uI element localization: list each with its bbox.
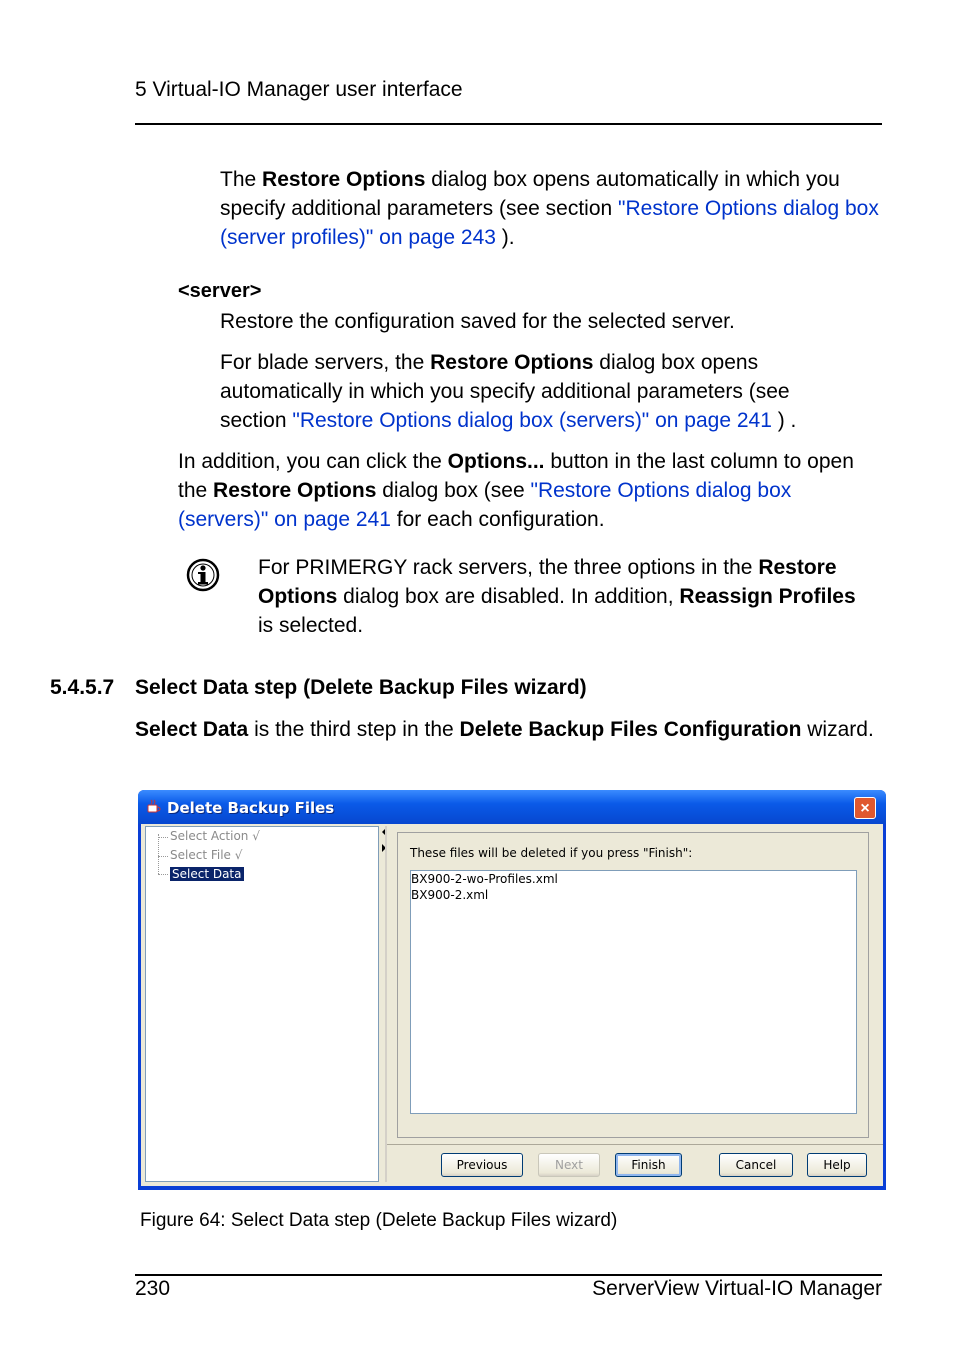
server-paragraph [220,348,860,435]
dialog-client-area [141,824,883,1186]
panel-label: These files will be deleted if you press "Finish": [410,846,693,860]
text: dialog box (see [376,479,531,502]
list-item[interactable]: BX900-2.xml [411,888,489,902]
tree-connector [158,874,168,875]
cross-reference-link[interactable]: "Restore Options dialog box (servers)" on page 241 [178,479,792,531]
close-button[interactable]: × [854,797,876,819]
text: dialog box opens automatically in which you specify additional parameters (see section [220,351,790,432]
tree-connector [158,834,159,874]
text: In addition, you can click the [178,450,448,473]
text: is selected. [258,614,364,637]
definition-term: <server> [178,280,262,302]
next-button[interactable]: Next [538,1153,600,1177]
data-panel [397,832,869,1138]
bold-text: Delete Backup Files Configuration [459,718,802,741]
bold-text: Reassign Profiles [679,585,856,608]
cross-reference-link[interactable]: "Restore Options dialog box (servers)" on page 241 [292,409,772,432]
section-number: 5.4.5.7 [50,676,115,699]
previous-button[interactable]: Previous [441,1153,523,1177]
tree-connector [158,856,168,857]
text: is the third step in the [248,718,460,741]
dialog-title: Delete Backup Files [167,799,335,817]
text: dialog box are disabled. In addition, [337,585,680,608]
text: button in the last column to open the [178,450,854,502]
definition-description: Restore the configuration saved for the selected server. [220,310,735,333]
bold-text: Restore Options [213,479,377,502]
tree-item-select-data[interactable] [170,867,244,882]
section-title: Select Data step (Delete Backup Files wizard) [135,676,587,699]
tree-connector [158,837,168,838]
bold-text: Restore Options [258,556,837,608]
footer-rule [135,1274,882,1276]
dialog-title-bar[interactable] [138,790,886,824]
tree-item-select-file[interactable]: Select File √ [170,848,243,862]
help-button[interactable]: Help [807,1153,867,1177]
addition-paragraph [178,447,882,534]
text: ) . [771,409,797,432]
intro-paragraph [220,165,882,252]
cancel-button[interactable]: Cancel [719,1153,793,1177]
text: The [220,168,263,191]
tree-item-select-action[interactable]: Select Action √ [170,829,260,843]
note-paragraph [258,553,870,640]
page-number: 230 [135,1277,171,1300]
header-rule [135,123,882,125]
text: dialog box opens automatically in which you specify additional parameters (see section [220,168,840,220]
bold-text: Options... [447,450,545,473]
running-header: 5 Virtual-IO Manager user interface [135,78,463,101]
info-icon [186,558,220,592]
splitter-bar[interactable] [385,826,387,1182]
delete-backup-files-dialog [138,790,886,1190]
cross-reference-link[interactable]: "Restore Options dialog box (server profiles)" on page 243 [220,197,879,249]
text: For PRIMERGY rack servers, the three options in the [258,556,759,579]
section-paragraph [135,715,885,744]
bold-text: Restore Options [430,351,594,374]
list-item[interactable]: BX900-2-wo-Profiles.xml [411,872,558,886]
finish-button[interactable]: Finish [615,1153,682,1177]
selected-step-label: Select Data [172,867,242,881]
text: ). [495,226,515,249]
footer-title: ServerView Virtual-IO Manager [592,1277,882,1300]
wizard-step-tree [145,826,379,1182]
figure-caption: Figure 64: Select Data step (Delete Backup Files wizard) [140,1210,618,1231]
java-cup-icon [146,799,161,814]
text: For blade servers, the [220,351,431,374]
button-separator [387,1144,883,1145]
bold-text: Select Data [135,718,249,741]
bold-text: Restore Options [262,168,426,191]
file-list[interactable] [410,870,857,1114]
text: wizard. [801,718,874,741]
text: for each configuration. [390,508,605,531]
